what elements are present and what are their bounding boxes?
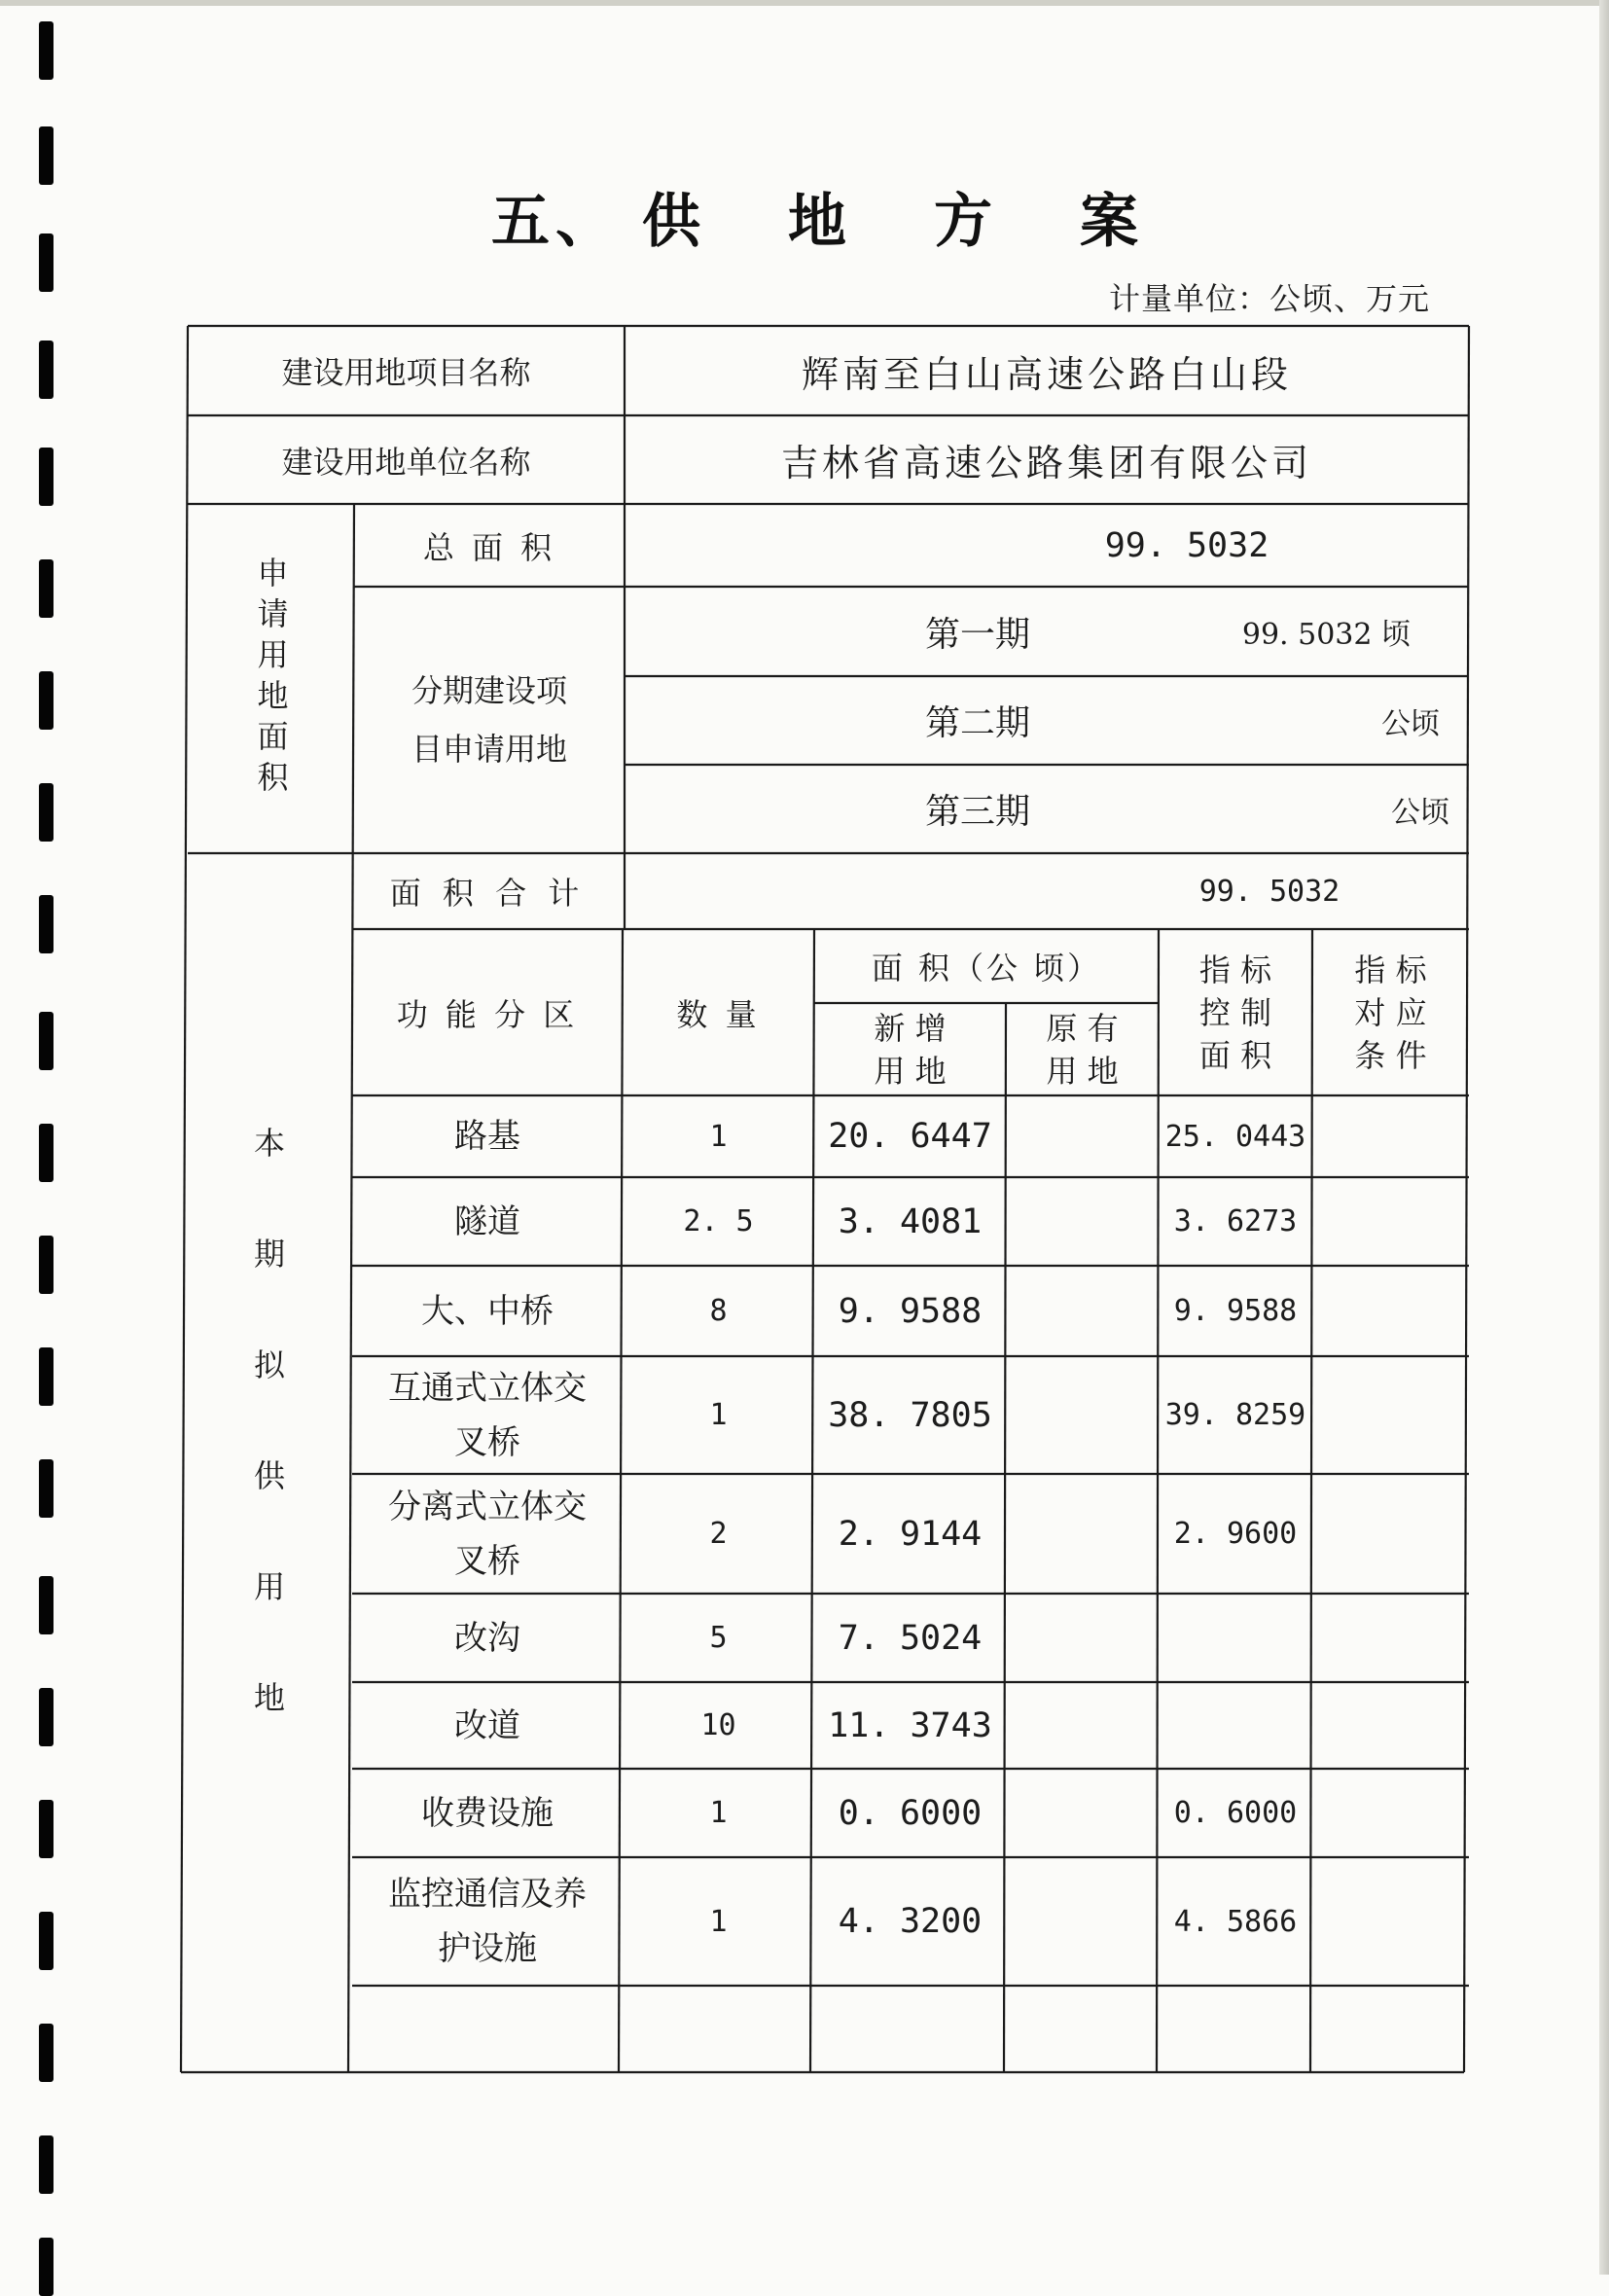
old-cell bbox=[1006, 1986, 1159, 2072]
qty-cell: 2. 5 bbox=[683, 1204, 754, 1238]
qty-cell: 10 bbox=[700, 1708, 736, 1742]
total-area-label: 总 面 积 bbox=[422, 528, 556, 566]
binding-hole bbox=[39, 1012, 54, 1070]
header-new-land bbox=[814, 1003, 1006, 1095]
unit-name-label: 建设用地单位名称 bbox=[281, 443, 531, 481]
binding-hole bbox=[39, 1912, 54, 1970]
new-cell: 2. 9144 bbox=[838, 1514, 983, 1554]
page-right-edge bbox=[1599, 0, 1609, 2275]
cond-cell bbox=[1312, 1356, 1469, 1474]
unit-name-value: 吉林省高速公路集团有限公司 bbox=[780, 442, 1312, 484]
old-cell bbox=[1006, 1266, 1159, 1356]
apply-area-label: 申请用地面积 bbox=[252, 556, 290, 802]
old-cell bbox=[1006, 1769, 1159, 1857]
old-cell bbox=[1006, 1474, 1159, 1594]
title-char: 地 bbox=[788, 188, 852, 256]
new-cell bbox=[814, 1986, 1006, 2072]
project-name-value: 辉南至白山高速公路白山段 bbox=[801, 352, 1292, 396]
quota-cell bbox=[1159, 1986, 1312, 2072]
header-condition-line: 指 标 bbox=[1354, 951, 1427, 988]
binding-hole bbox=[39, 2238, 54, 2296]
new-cell: 4. 3200 bbox=[838, 1902, 983, 1941]
quota-cell: 3. 6273 bbox=[1173, 1204, 1298, 1238]
new-cell: 38. 7805 bbox=[828, 1395, 992, 1435]
qty-cell: 2 bbox=[709, 1517, 728, 1551]
phase-label bbox=[354, 587, 625, 853]
cond-cell bbox=[1312, 1266, 1469, 1356]
zone-cell bbox=[352, 1857, 623, 1986]
page-top-edge bbox=[0, 0, 1609, 6]
qty-cell: 1 bbox=[709, 1398, 728, 1432]
zone-cell bbox=[352, 1986, 623, 2072]
phase-2-name: 第二期 bbox=[924, 703, 1030, 743]
header-quantity: 数 量 bbox=[676, 995, 761, 1033]
binding-hole bbox=[39, 341, 54, 399]
zone-line: 收费设施 bbox=[421, 1793, 554, 1833]
old-cell bbox=[1006, 1095, 1159, 1177]
title-char: 方 bbox=[934, 188, 998, 256]
old-cell bbox=[1006, 1356, 1159, 1474]
phase-label-line: 目申请用地 bbox=[411, 731, 567, 768]
unit-note: 计量单位：公顷、万元 bbox=[1109, 280, 1431, 317]
new-cell: 3. 4081 bbox=[838, 1202, 983, 1241]
phase-1-name: 第一期 bbox=[924, 614, 1030, 655]
cond-cell bbox=[1312, 1594, 1469, 1682]
binding-hole bbox=[39, 233, 54, 292]
zone-cell bbox=[352, 1266, 623, 1356]
header-new-land-line: 用 地 bbox=[874, 1052, 947, 1090]
zone-cell bbox=[352, 1594, 623, 1682]
quota-cell: 39. 8259 bbox=[1164, 1398, 1306, 1432]
header-condition-line: 条 件 bbox=[1354, 1036, 1427, 1074]
binding-hole bbox=[39, 1800, 54, 1858]
header-old-land bbox=[1006, 1003, 1159, 1095]
header-condition-line: 对 应 bbox=[1354, 993, 1427, 1031]
binding-hole bbox=[39, 1576, 54, 1634]
new-cell: 20. 6447 bbox=[828, 1117, 992, 1156]
binding-hole bbox=[39, 1124, 54, 1182]
header-old-land-line: 用 地 bbox=[1046, 1052, 1119, 1090]
header-quota-line: 指 标 bbox=[1198, 951, 1272, 988]
new-cell: 0. 6000 bbox=[838, 1793, 983, 1833]
binding-hole bbox=[39, 1347, 54, 1406]
project-name-label: 建设用地项目名称 bbox=[281, 354, 531, 391]
qty-cell: 5 bbox=[709, 1621, 728, 1655]
zone-line: 路基 bbox=[454, 1117, 520, 1156]
quota-cell: 25. 0443 bbox=[1164, 1119, 1306, 1154]
zone-cell bbox=[352, 1177, 623, 1266]
old-cell bbox=[1006, 1177, 1159, 1266]
zone-line: 护设施 bbox=[438, 1929, 537, 1968]
cond-cell bbox=[1312, 1474, 1469, 1594]
sum-area-label: 面 积 合 计 bbox=[389, 875, 586, 912]
new-cell: 11. 3743 bbox=[828, 1705, 992, 1745]
binding-hole bbox=[39, 1459, 54, 1518]
zone-cell bbox=[352, 1682, 623, 1769]
header-quota-area bbox=[1159, 929, 1312, 1095]
zone-cell bbox=[352, 1474, 623, 1594]
zone-cell bbox=[352, 1769, 623, 1857]
zone-line: 叉桥 bbox=[454, 1422, 520, 1462]
binding-hole bbox=[39, 671, 54, 730]
header-quota-condition bbox=[1312, 929, 1469, 1095]
zone-line: 改沟 bbox=[454, 1618, 520, 1658]
title-char: 五、 bbox=[491, 188, 620, 256]
binding-hole bbox=[39, 1688, 54, 1746]
title-char: 案 bbox=[1080, 188, 1144, 256]
quota-cell: 0. 6000 bbox=[1173, 1796, 1298, 1830]
binding-holes bbox=[29, 0, 58, 2275]
old-cell bbox=[1006, 1594, 1159, 1682]
phase-3-name: 第三期 bbox=[924, 792, 1030, 832]
zone-cell bbox=[352, 1095, 623, 1177]
cond-cell bbox=[1312, 1095, 1469, 1177]
header-quota-line: 控 制 bbox=[1198, 993, 1272, 1031]
zone-line: 互通式立体交 bbox=[388, 1368, 587, 1408]
page-title bbox=[491, 175, 1172, 256]
qty-cell: 1 bbox=[709, 1796, 728, 1830]
qty-cell: 1 bbox=[709, 1904, 728, 1939]
quota-cell bbox=[1159, 1594, 1312, 1682]
quota-cell: 2. 9600 bbox=[1173, 1517, 1298, 1551]
old-cell bbox=[1006, 1857, 1159, 1986]
zone-line: 改道 bbox=[454, 1705, 520, 1745]
cond-cell bbox=[1312, 1986, 1469, 2072]
cond-cell bbox=[1312, 1177, 1469, 1266]
cond-cell bbox=[1312, 1769, 1469, 1857]
header-old-land-line: 原 有 bbox=[1046, 1009, 1119, 1047]
qty-cell: 8 bbox=[709, 1294, 728, 1328]
sum-area-value: 99. 5032 bbox=[1198, 874, 1341, 909]
binding-hole bbox=[39, 559, 54, 618]
total-area-value: 99. 5032 bbox=[1104, 525, 1269, 565]
phase-3-value: 公顷 bbox=[1391, 795, 1449, 830]
binding-hole bbox=[39, 448, 54, 506]
title-char: 供 bbox=[642, 188, 706, 256]
zone-line: 分离式立体交 bbox=[388, 1487, 587, 1526]
header-area: 面 积（公 顷） bbox=[871, 950, 1102, 987]
binding-hole bbox=[39, 1236, 54, 1294]
phase-label-line: 分期建设项 bbox=[411, 672, 567, 709]
zone-line: 隧道 bbox=[454, 1202, 520, 1241]
binding-hole bbox=[39, 126, 54, 185]
zone-cell bbox=[352, 1356, 623, 1474]
quota-cell: 9. 9588 bbox=[1173, 1294, 1298, 1328]
new-cell: 7. 5024 bbox=[838, 1618, 983, 1658]
phase-2-value: 公顷 bbox=[1381, 706, 1440, 741]
qty-cell: 1 bbox=[709, 1119, 728, 1154]
old-cell bbox=[1006, 1682, 1159, 1769]
quota-cell bbox=[1159, 1682, 1312, 1769]
quota-cell: 4. 5866 bbox=[1173, 1904, 1298, 1939]
binding-hole bbox=[39, 783, 54, 842]
binding-hole bbox=[39, 2135, 54, 2194]
header-zone: 功 能 分 区 bbox=[396, 995, 579, 1033]
supply-area-label: 本期拟供用地 bbox=[249, 1127, 286, 1792]
zone-line: 大、中桥 bbox=[421, 1291, 554, 1331]
phase-1-value: 99. 5032 顷 bbox=[1241, 618, 1411, 652]
binding-hole bbox=[39, 895, 54, 953]
header-quota-line: 面 积 bbox=[1198, 1036, 1272, 1074]
cond-cell bbox=[1312, 1857, 1469, 1986]
new-cell: 9. 9588 bbox=[838, 1291, 983, 1331]
binding-hole bbox=[39, 2024, 54, 2082]
zone-line: 叉桥 bbox=[454, 1541, 520, 1581]
cond-cell bbox=[1312, 1682, 1469, 1769]
qty-cell bbox=[623, 1986, 814, 2072]
zone-line: 监控通信及养 bbox=[388, 1875, 587, 1914]
binding-hole bbox=[39, 21, 54, 80]
header-new-land-line: 新 增 bbox=[874, 1009, 947, 1047]
